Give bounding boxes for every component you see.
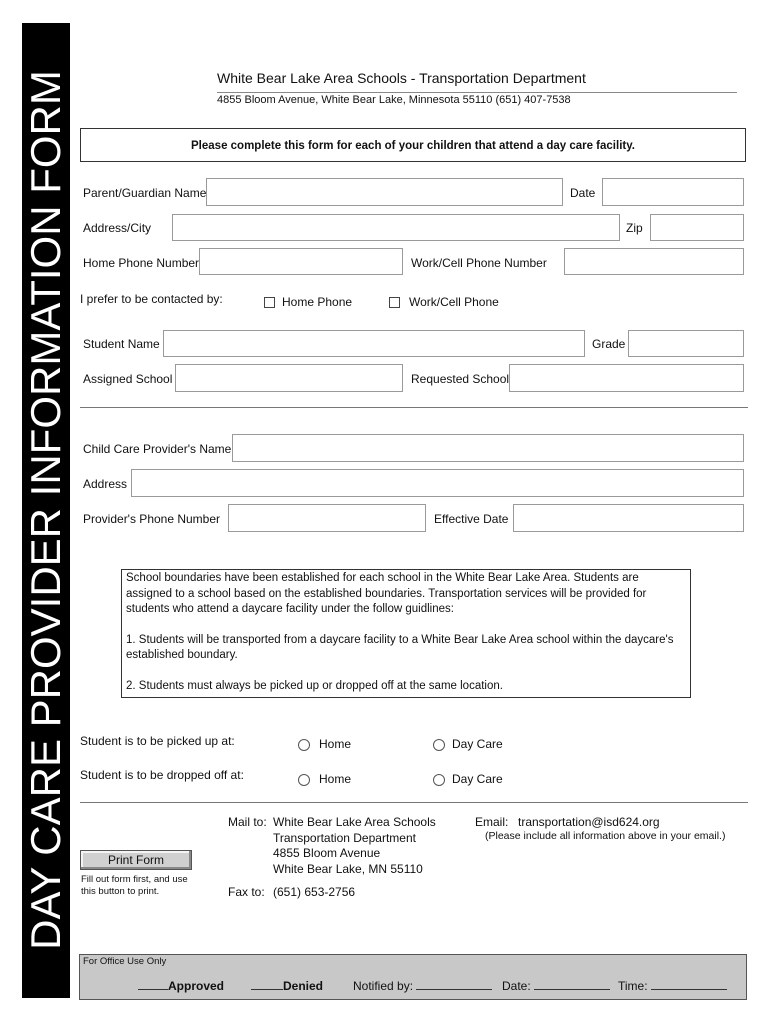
dropoff-daycare-radio[interactable]: [433, 774, 445, 786]
effective-date-label: Effective Date: [434, 512, 509, 526]
guideline-rule-1: 1. Students will be transported from a daycare facility to a White Bear Lake Area school within the daycare's: [126, 633, 674, 646]
office-date-line: [502, 979, 610, 993]
print-note-line: Fill out form first, and use: [81, 874, 188, 885]
guideline-rule-2: 2. Students must always be picked up or dropped off at the same location.: [126, 679, 503, 692]
assigned-school-label: Assigned School: [83, 372, 173, 386]
assigned-school-field[interactable]: [175, 364, 403, 392]
section-divider: [80, 407, 748, 408]
denied-line: [251, 979, 323, 993]
header-title: White Bear Lake Area Schools - Transportation Department: [217, 70, 586, 86]
pickup-daycare-radio[interactable]: [433, 739, 445, 751]
home-phone-label: Home Phone Number: [83, 256, 200, 270]
fax-label: Fax to:: [228, 885, 265, 899]
provider-phone-field[interactable]: [228, 504, 426, 532]
sidebar-banner: [22, 23, 70, 998]
effective-date-field[interactable]: [513, 504, 744, 532]
office-use-box: [79, 954, 747, 1000]
mail-line: White Bear Lake Area Schools: [273, 815, 436, 829]
dropoff-home-radio[interactable]: [298, 774, 310, 786]
instructions-notice: Please complete this form for each of your children that attend a day care facility.: [80, 128, 746, 162]
provider-phone-label: Provider's Phone Number: [83, 512, 221, 526]
address-city-label: Address/City: [83, 221, 152, 235]
home-phone-field[interactable]: [199, 248, 403, 275]
contact-preference-label: I prefer to be contacted by:: [80, 292, 223, 306]
provider-address-label: Address: [83, 477, 128, 491]
mail-to-label: Mail to:: [228, 815, 267, 829]
guidelines-text: assigned to a school based on the established boundaries. Transportation services will be provided for: [126, 587, 647, 600]
grade-field[interactable]: [628, 330, 744, 357]
zip-field[interactable]: [650, 214, 744, 241]
pickup-home-radio[interactable]: [298, 739, 310, 751]
mail-line: Transportation Department: [273, 830, 416, 845]
work-phone-label: Work/Cell Phone Number: [411, 256, 547, 270]
email-label: Email:: [475, 815, 509, 829]
section-divider: [80, 802, 748, 803]
guidelines-text: School boundaries have been established for each school in the White Bear Lake Area. Students are: [126, 572, 639, 584]
date-field[interactable]: [602, 178, 744, 206]
student-name-label: Student Name: [83, 337, 160, 351]
dropoff-home-label: Home: [319, 772, 352, 786]
mail-address-block: [273, 815, 436, 877]
print-note-line: this button to print.: [81, 886, 160, 897]
zip-label: Zip: [626, 221, 643, 235]
mail-line: White Bear Lake, MN 55110: [273, 861, 423, 876]
requested-school-label: Requested School: [411, 372, 510, 386]
notified-label: Notified by:: [353, 979, 414, 993]
office-use-header: For Office Use Only: [83, 956, 167, 967]
print-form-button[interactable]: Print Form: [80, 850, 192, 870]
mail-line: 4855 Bloom Avenue: [273, 846, 381, 860]
guardian-name-field[interactable]: [206, 178, 563, 206]
dropoff-label: Student is to be dropped off at:: [80, 768, 244, 782]
approved-line: [138, 979, 224, 993]
contact-home-checkbox[interactable]: [264, 297, 275, 308]
fax-number: (651) 653-2756: [273, 885, 356, 899]
approved-label: Approved: [168, 979, 225, 993]
denied-label: Denied: [283, 979, 324, 993]
dropoff-daycare-label: Day Care: [452, 772, 503, 786]
guideline-rule-1-cont: established boundary.: [126, 649, 238, 661]
address-city-field[interactable]: [172, 214, 620, 241]
print-note: [81, 874, 201, 898]
contact-home-label: Home Phone: [282, 295, 353, 309]
provider-name-field[interactable]: [232, 434, 744, 462]
office-time-label: Time:: [618, 979, 648, 993]
contact-work-checkbox[interactable]: [389, 297, 400, 308]
pickup-home-label: Home: [319, 737, 352, 751]
date-label: Date: [570, 186, 596, 200]
header-divider: [217, 92, 737, 93]
guidelines-text: students who attend a daycare facility under the follow guidlines:: [126, 603, 454, 615]
contact-work-label: Work/Cell Phone: [409, 295, 499, 309]
provider-address-field[interactable]: [131, 469, 744, 497]
office-time-line: [618, 979, 727, 993]
work-phone-field[interactable]: [564, 248, 744, 275]
notified-line: [353, 979, 492, 993]
pickup-label: Student is to be picked up at:: [80, 734, 235, 748]
email-address[interactable]: transportation@isd624.org: [518, 815, 660, 829]
pickup-daycare-label: Day Care: [452, 737, 503, 751]
email-note: (Please include all information above in your email.): [485, 830, 726, 842]
provider-name-label: Child Care Provider's Name: [83, 442, 232, 456]
header-address: 4855 Bloom Avenue, White Bear Lake, Minnesota 55110 (651) 407-7538: [217, 94, 571, 106]
grade-label: Grade: [592, 337, 626, 351]
requested-school-field[interactable]: [509, 364, 744, 392]
guardian-name-label: Parent/Guardian Name: [83, 186, 207, 200]
office-date-label: Date:: [502, 979, 531, 993]
guidelines-box: [121, 569, 691, 698]
student-name-field[interactable]: [163, 330, 585, 357]
form-title-vertical: DAY CARE PROVIDER INFORMATION FORM: [22, 70, 69, 950]
